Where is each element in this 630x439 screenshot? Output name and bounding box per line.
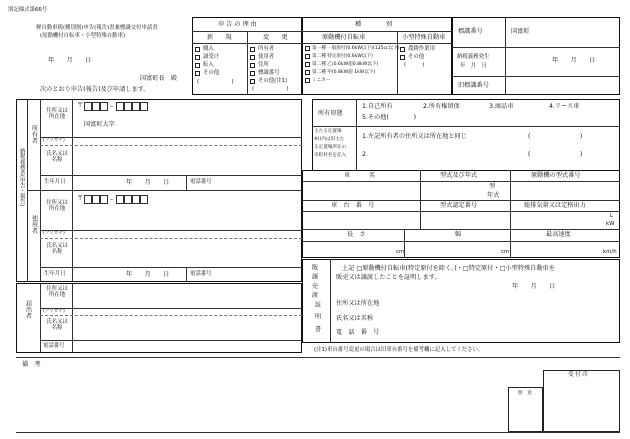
unit-kw: kW bbox=[606, 221, 615, 227]
applicant-kana-label: (フリガナ) bbox=[43, 309, 65, 314]
owner-name-label: 氏名又は名称 bbox=[46, 151, 68, 164]
ownership-opt1[interactable]: 1.自己所有 bbox=[362, 103, 393, 110]
check-label: 照 査 bbox=[518, 391, 532, 396]
checkbox-new-purchase[interactable] bbox=[195, 47, 200, 52]
ownership-opt5[interactable]: 5.その他( ) bbox=[362, 114, 417, 121]
plate-value[interactable]: 国富町 bbox=[511, 28, 530, 35]
vehicle-spec-table bbox=[302, 170, 620, 258]
moped-item-1: 第二種 特定原付(0.6kW以下) bbox=[312, 54, 373, 59]
remarks-label: 備 考 bbox=[22, 361, 41, 368]
owner-phone-label: 電話番号 bbox=[190, 179, 212, 185]
owner-zip-box-1[interactable] bbox=[84, 102, 92, 111]
moped-header: 原動機付自転車 bbox=[322, 34, 366, 41]
applicant-side-label: 届出者 bbox=[24, 300, 32, 319]
owner-addr-label: 住所又は所在地 bbox=[46, 108, 68, 121]
type-unit-1: 型 bbox=[489, 183, 496, 190]
special-paren: ( ) bbox=[404, 62, 425, 68]
owner-address-value[interactable]: 国富町大字 bbox=[84, 121, 115, 128]
reception-stamp-box bbox=[543, 370, 620, 432]
checkbox-moped-5[interactable] bbox=[305, 78, 310, 83]
plate-label: 標識番号 bbox=[458, 28, 483, 35]
transfer-date[interactable]: 年 月 日 bbox=[512, 283, 556, 290]
date-line: 年 月 日 bbox=[48, 57, 92, 64]
ownership-opt2[interactable]: 2.所有権留保 bbox=[423, 103, 460, 110]
owner-side-label: 所有者 bbox=[30, 125, 38, 144]
user-birth-label: 生年月日 bbox=[44, 271, 66, 277]
storage-label-2: ※()内は旧主た bbox=[314, 137, 345, 142]
owner-zip-dash: – bbox=[110, 103, 114, 110]
applicant-phone-label: 電話番号 bbox=[43, 343, 65, 349]
change-item-4: その他(注1) bbox=[258, 78, 288, 84]
checkbox-change-owner[interactable] bbox=[250, 47, 255, 52]
recipient: 国富町長 殿 bbox=[140, 75, 178, 82]
checkbox-special-agri[interactable] bbox=[400, 47, 405, 52]
user-addr-label: 住所又は所在地 bbox=[46, 200, 68, 213]
user-postal-mark: 〒 bbox=[77, 195, 84, 202]
tax-date-label-2: 年 月 日 bbox=[460, 63, 487, 69]
user-zip-box-3[interactable] bbox=[100, 195, 108, 204]
displacement-label: 総排気量又は定格出力 bbox=[524, 202, 586, 209]
new-item-2: 転入 bbox=[203, 62, 214, 68]
checkbox-moped-4[interactable] bbox=[305, 70, 310, 75]
user-name-label: 氏名又は名称 bbox=[46, 243, 68, 256]
user-zip-box-7[interactable] bbox=[140, 195, 148, 204]
form-title-line1: 軽自動車税(種別割)申告(報告)書兼標識交付申請書 bbox=[36, 25, 158, 31]
tax-date-label-1: 納税義務発生 bbox=[457, 54, 490, 60]
user-zip-box-1[interactable] bbox=[84, 195, 92, 204]
checkbox-change-plate[interactable] bbox=[250, 71, 255, 76]
user-birth-value[interactable]: 年 月 日 bbox=[126, 271, 170, 278]
type-unit-2: 年式 bbox=[487, 192, 500, 199]
user-side-label: 使用者 bbox=[30, 215, 38, 234]
applicant-name-label: 氏名又は名称 bbox=[46, 319, 68, 332]
transfer-text-2: 販売又は譲渡したことを証明します。 bbox=[336, 274, 441, 281]
checkbox-moped-1[interactable] bbox=[305, 46, 310, 51]
tax-date-value[interactable]: 年 月 日 bbox=[552, 57, 596, 64]
transfer-addr-label: 住所又は所在地 bbox=[336, 300, 380, 307]
checkbox-moped-3[interactable] bbox=[305, 62, 310, 67]
change-item-3: 標識番号 bbox=[258, 70, 280, 76]
owner-zip-box-5[interactable] bbox=[124, 102, 132, 111]
transfer-phone-label: 電 話 番 号 bbox=[336, 329, 380, 336]
checkbox-new-transfer[interactable] bbox=[195, 55, 200, 60]
checkbox-new-move-in[interactable] bbox=[195, 63, 200, 68]
user-phone-label: 電話番号 bbox=[190, 271, 212, 277]
owner-kana-label: (フリガナ) bbox=[43, 138, 65, 143]
new-item-1: 譲受け bbox=[203, 54, 220, 60]
transfer-text-1: 上記 □原動機付自転車(特定原付を除く。)・□特定原付・□小型特殊自動車を bbox=[342, 265, 555, 272]
ownership-label: 所有形態 bbox=[318, 110, 343, 117]
type-header: 種 別 bbox=[355, 21, 393, 28]
moped-item-0: 第一種 一般原付(0.6kW以下)(125cc以下) bbox=[312, 46, 400, 51]
checkbox-special-other[interactable] bbox=[400, 55, 405, 60]
storage-label-3: る定置場所在の bbox=[314, 145, 347, 150]
change-other-paren: ( ) bbox=[252, 86, 289, 92]
certificate-side-label: 証明書 bbox=[313, 301, 321, 338]
storage-paren-1: ( ) bbox=[528, 133, 583, 140]
owner-zip-box-2[interactable] bbox=[92, 102, 100, 111]
unit-kmh: km/h bbox=[603, 249, 617, 255]
change-item-1: 使用者 bbox=[258, 54, 275, 60]
statement: 次のとおり申告(報告)及び申請します。 bbox=[40, 86, 150, 93]
new-other-paren: ( ) bbox=[197, 79, 234, 85]
checkbox-change-other[interactable] bbox=[250, 79, 255, 84]
storage-opt1[interactable]: 1.左記所有者の住所又は所在地と同じ bbox=[362, 133, 467, 140]
new-item-0: 購入 bbox=[203, 46, 214, 52]
unit-l: L bbox=[610, 213, 614, 219]
chassis-label: 車 台 番 号 bbox=[331, 202, 375, 209]
special-item-0: 農耕作業用 bbox=[408, 46, 435, 52]
checkbox-moped-2[interactable] bbox=[305, 54, 310, 59]
owner-birth-label: 生年月日 bbox=[44, 179, 66, 185]
length-label: 長 さ bbox=[347, 231, 366, 238]
checkbox-change-user[interactable] bbox=[250, 55, 255, 60]
owner-zip-box-4[interactable] bbox=[116, 102, 124, 111]
special-item-1: その他 bbox=[408, 54, 425, 60]
owner-postal-mark: 〒 bbox=[77, 102, 84, 109]
checkbox-new-other[interactable] bbox=[195, 71, 200, 76]
user-zip-dash: – bbox=[110, 196, 114, 203]
user-zip-box-4[interactable] bbox=[116, 195, 124, 204]
engine-type-label: 原動機の型式番号 bbox=[531, 172, 581, 179]
owner-birth-value[interactable]: 年 月 日 bbox=[126, 179, 170, 186]
form-number: 別記様式第66号 bbox=[8, 7, 48, 13]
moped-item-3: 第二種 甲(0.8kW超 1kW以下) bbox=[312, 70, 376, 75]
transfer-name-label: 氏名又は名称 bbox=[336, 315, 374, 322]
ownership-opt4[interactable]: 4.リース車 bbox=[549, 103, 580, 110]
vehicle-type-label: 型式及び年式 bbox=[440, 172, 478, 179]
user-zip-box-6[interactable] bbox=[132, 195, 140, 204]
owner-zip-box-6[interactable] bbox=[132, 102, 140, 111]
form-title-line2: (原動機付自転車・小型特殊自動車) bbox=[40, 33, 126, 39]
user-zip-box-2[interactable] bbox=[92, 195, 100, 204]
moped-item-2: 第二種 乙(0.6kW超0.8kW以下) bbox=[312, 62, 379, 67]
unit-cm-width: cm bbox=[501, 249, 510, 255]
reason-new-header: 新 規 bbox=[207, 34, 232, 41]
user-zip-box-5[interactable] bbox=[124, 195, 132, 204]
checkbox-change-address[interactable] bbox=[250, 63, 255, 68]
reason-header: 申 告 の 理 由 bbox=[218, 21, 257, 28]
new-item-3: その他 bbox=[203, 70, 220, 76]
old-plate-label: 旧標識番号 bbox=[458, 82, 489, 89]
reception-stamp-label: 受 付 印 bbox=[568, 372, 588, 378]
transfer-side-label: 販譲売渡 bbox=[310, 264, 318, 301]
reason-change-header: 変 更 bbox=[263, 34, 288, 41]
storage-label-4: 市町村名を記入 bbox=[314, 153, 347, 158]
unit-cm-length: cm bbox=[396, 249, 405, 255]
width-label: 幅 bbox=[455, 231, 462, 238]
user-kana-label: (フリガナ) bbox=[43, 231, 65, 236]
cert-label: 型式認定番号 bbox=[440, 202, 478, 209]
speed-label: 最高速度 bbox=[546, 231, 571, 238]
storage-label-1: 主たる定置場 bbox=[314, 129, 342, 134]
ownership-opt3[interactable]: 3.商品車 bbox=[489, 103, 514, 110]
owner-zip-box-7[interactable] bbox=[140, 102, 148, 111]
owner-zip-box-3[interactable] bbox=[100, 102, 108, 111]
special-header: 小型特殊自動車 bbox=[402, 34, 446, 41]
taxpayer-side-label: 納税義務者(申告・報告) bbox=[18, 148, 25, 207]
moped-item-4: ミニカー bbox=[312, 78, 331, 83]
change-item-0: 所有者 bbox=[258, 46, 275, 52]
change-item-2: 住所 bbox=[258, 62, 269, 68]
vehicle-name-label: 車 名 bbox=[344, 172, 375, 179]
footnote: (注1)車台番号変更の場合は旧車台番号を備考欄に記入してください。 bbox=[314, 347, 484, 353]
applicant-addr-label: 住所又は所在地 bbox=[46, 286, 68, 299]
storage-paren-2: ( ) bbox=[528, 151, 583, 158]
storage-opt2[interactable]: 2. bbox=[362, 151, 368, 158]
